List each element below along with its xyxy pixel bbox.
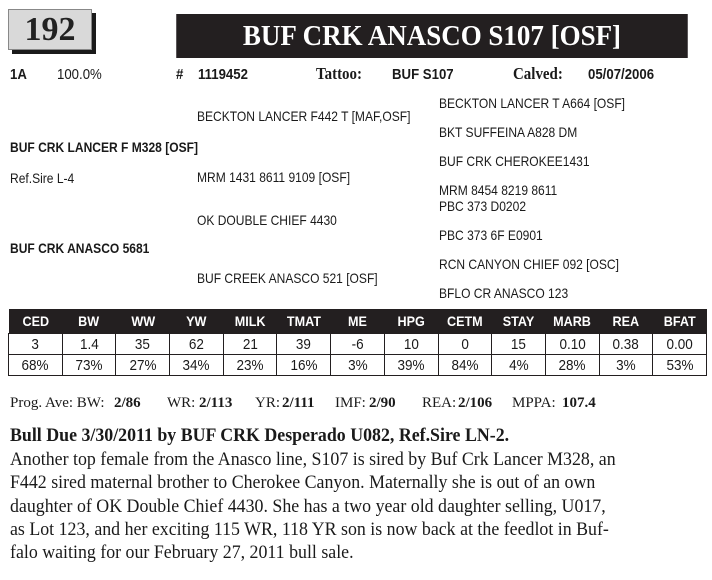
- progeny-bw: 2/86: [114, 395, 141, 411]
- epd-table: [8, 309, 707, 376]
- tattoo-label: Tattoo:: [316, 64, 362, 83]
- epd-header: CETM: [438, 309, 492, 334]
- epd-header: HPG: [384, 309, 438, 334]
- pedigree-sire-refsire: Ref.Sire L-4: [10, 170, 75, 186]
- calved-label: Calved:: [513, 64, 563, 83]
- progeny-wr: 2/113: [199, 395, 233, 411]
- epd-percentile-row: [9, 355, 707, 376]
- epd-value: 62: [170, 334, 224, 355]
- epd-percentile: 3%: [331, 355, 385, 376]
- epd-percentile: 28%: [545, 355, 599, 376]
- epd-percentile: 27%: [116, 355, 170, 376]
- description-line: as Lot 123, and her exciting 115 WR, 118 YR son is now back at the feedlot in Buf-: [10, 518, 609, 540]
- epd-value: -6: [331, 334, 385, 355]
- group-code: 1A: [10, 66, 27, 83]
- epd-percentile: 68%: [9, 355, 63, 376]
- pedigree-dsd: PBC 373 6F E0901: [439, 227, 543, 243]
- calved-date: 05/07/2006: [588, 66, 655, 83]
- epd-value: 1.4: [62, 334, 116, 355]
- description-line: Another top female from the Anasco line, S107 is sired by Buf Crk Lancer M328, an: [10, 449, 616, 470]
- epd-header: MILK: [223, 309, 277, 334]
- lot-number: 192: [8, 9, 92, 50]
- pedigree-dds: RCN CANYON CHIEF 092 [OSC]: [439, 256, 619, 272]
- description-body: [10, 448, 687, 564]
- pedigree-sss: BECKTON LANCER T A664 [OSF]: [439, 95, 626, 111]
- animal-name: BUF CRK ANASCO S107 [OSF]: [176, 14, 688, 58]
- description-headline: Bull Due 3/30/2011 by BUF CRK Desperado U082, Ref.Sire LN-2.: [10, 425, 510, 446]
- description-line: daughter of OK Double Chief 4430. She has a two year old daughter selling, U017,: [10, 495, 606, 517]
- pedigree-ssd: BKT SUFFEINA A828 DM: [439, 124, 578, 140]
- percent-value: 100.0%: [57, 66, 102, 83]
- epd-percentile: 34%: [170, 355, 224, 376]
- progeny-mppa-label: MPPA:: [512, 395, 556, 411]
- epd-percentile: 4%: [492, 355, 546, 376]
- progeny-rea-label: REA:: [422, 395, 457, 411]
- pedigree-sdd: MRM 8454 8219 8611: [439, 182, 558, 198]
- epd-header: BW: [62, 309, 116, 334]
- epd-value: 0: [438, 334, 492, 355]
- epd-percentile: 16%: [277, 355, 331, 376]
- epd-value: 15: [492, 334, 546, 355]
- progeny-mppa: 107.4: [562, 395, 596, 411]
- epd-header-row: [9, 309, 707, 334]
- progeny-label: Prog. Ave: BW:: [10, 395, 105, 411]
- pedigree-ddd: BFLO CR ANASCO 123: [439, 285, 569, 301]
- pedigree-ds: OK DOUBLE CHIEF 4430: [197, 212, 337, 228]
- pedigree-dd: BUF CREEK ANASCO 521 [OSF]: [197, 270, 378, 286]
- epd-percentile: 23%: [223, 355, 277, 376]
- pedigree-dss: PBC 373 D0202: [439, 198, 527, 214]
- epd-value: 0.00: [653, 334, 707, 355]
- epd-percentile: 84%: [438, 355, 492, 376]
- epd-value: 0.10: [545, 334, 599, 355]
- progeny-yr: 2/111: [282, 395, 315, 411]
- epd-value: 35: [116, 334, 170, 355]
- epd-value: 0.38: [599, 334, 653, 355]
- description-line: falo waiting for our February 27, 2011 bull sale.: [10, 542, 354, 564]
- epd-value: 3: [9, 334, 63, 355]
- epd-value: 10: [384, 334, 438, 355]
- epd-header: CED: [9, 309, 63, 334]
- epd-value-row: [9, 334, 707, 355]
- epd-percentile: 3%: [599, 355, 653, 376]
- progeny-yr-label: YR:: [255, 395, 281, 411]
- epd-percentile: 53%: [653, 355, 707, 376]
- epd-value: 21: [223, 334, 277, 355]
- description-line: F442 sired maternal brother to Cherokee Canyon. Maternally she is out of an own: [10, 472, 596, 494]
- epd-header: ME: [331, 309, 385, 334]
- progeny-rea: 2/106: [458, 395, 493, 411]
- tattoo-value: BUF S107: [392, 66, 454, 83]
- pedigree-ss: BECKTON LANCER F442 T [MAF,OSF]: [197, 108, 411, 124]
- epd-header: BFAT: [653, 309, 707, 334]
- progeny-imf-label: IMF:: [335, 395, 366, 411]
- reg-number: 1119452: [198, 66, 248, 83]
- epd-header: REA: [599, 309, 653, 334]
- epd-header: STAY: [492, 309, 546, 334]
- epd-header: YW: [170, 309, 224, 334]
- epd-value: 39: [277, 334, 331, 355]
- epd-header: TMAT: [277, 309, 331, 334]
- progeny-imf: 2/90: [369, 395, 396, 411]
- epd-percentile: 39%: [384, 355, 438, 376]
- pedigree-dam: BUF CRK ANASCO 5681: [10, 240, 150, 256]
- pedigree-sd: MRM 1431 8611 9109 [OSF]: [197, 169, 351, 185]
- pedigree-sire: BUF CRK LANCER F M328 [OSF]: [10, 139, 198, 155]
- epd-header: MARB: [545, 309, 599, 334]
- epd-header: WW: [116, 309, 170, 334]
- pedigree-sds: BUF CRK CHEROKEE1431: [439, 153, 590, 169]
- reg-label: #: [176, 66, 184, 83]
- epd-percentile: 73%: [62, 355, 116, 376]
- progeny-wr-label: WR:: [167, 395, 196, 411]
